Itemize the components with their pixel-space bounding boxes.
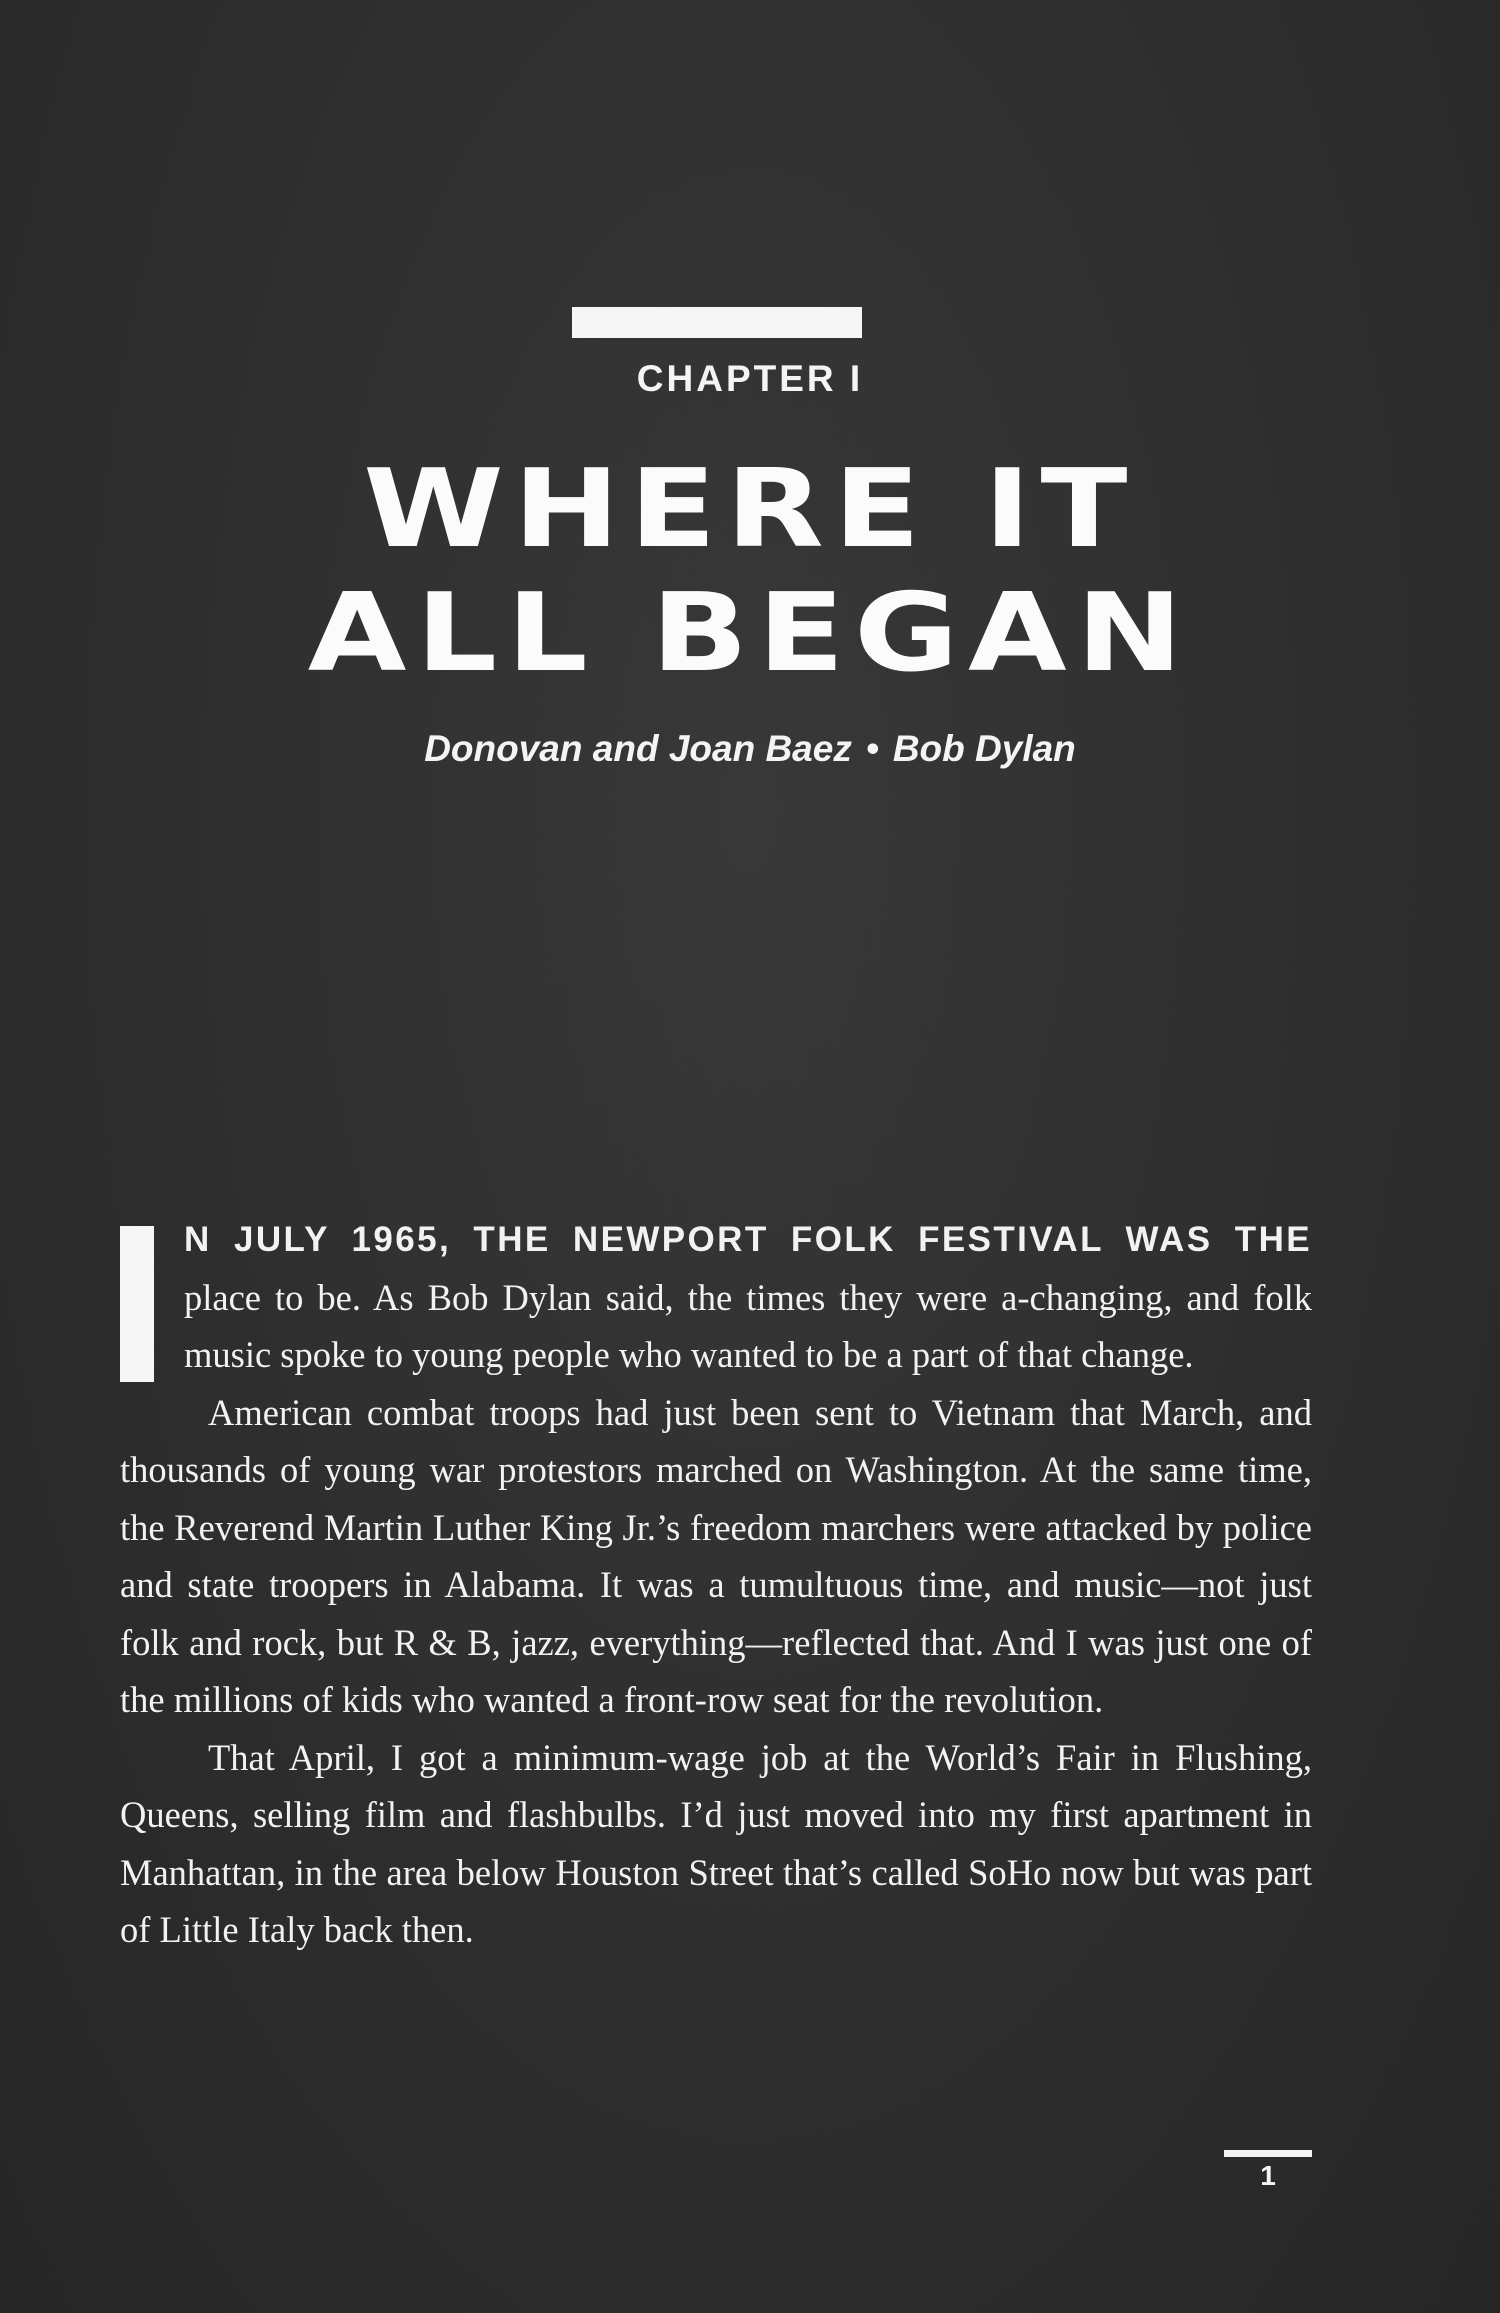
- folio-rule: [1224, 2150, 1312, 2157]
- chapter-subtitle: [0, 728, 1500, 770]
- paragraph-3: That April, I got a minimum-wage job at the World’s Fair in Flushing, Queens, selling film and flashbulbs. I’d just moved into my first apartment in Manhattan, in the area below Houston Street that’s called SoHo now but was part of Little Italy back then.: [120, 1736, 1312, 1950]
- drop-cap-i: [120, 1226, 154, 1382]
- paragraph-2: American combat troops had just been sent to Vietnam that March, and thousands of young war protestors marched on Washington. At the same time, the Reverend Martin Luther King Jr.’s freedom marchers were attacked by police and state troopers in Alabama. It was a tumultuous time, and music—not just folk and rock, but R & B, jazz, everything—reflected that. And I was just one of the millions of kids who wanted a front-row seat for the revolution.: [120, 1391, 1312, 1720]
- paragraph-1: [120, 1210, 1312, 1384]
- subtitle-bullet: •: [865, 728, 879, 769]
- chapter-title-line-1: WHERE IT: [363, 447, 1137, 572]
- subtitle-part-1: Donovan and Joan Baez: [424, 728, 852, 769]
- chapter-rule: [572, 307, 862, 338]
- chapter-label: CHAPTER I: [636, 358, 864, 399]
- chapter-title: [0, 448, 1500, 696]
- page-number: 1: [1260, 2160, 1276, 2191]
- body-text: [120, 1210, 1312, 1959]
- lead-in-text: N JULY 1965, THE NEWPORT FOLK FESTIVAL WAS THE: [184, 1220, 1312, 1259]
- paragraph-1-text: place to be. As Bob Dylan said, the times they were a-changing, and folk music spoke to young people who wanted to be a part of that change.: [184, 1276, 1312, 1375]
- chapter-title-line-2: ALL BEGAN: [307, 571, 1193, 696]
- subtitle-part-2: Bob Dylan: [892, 728, 1076, 769]
